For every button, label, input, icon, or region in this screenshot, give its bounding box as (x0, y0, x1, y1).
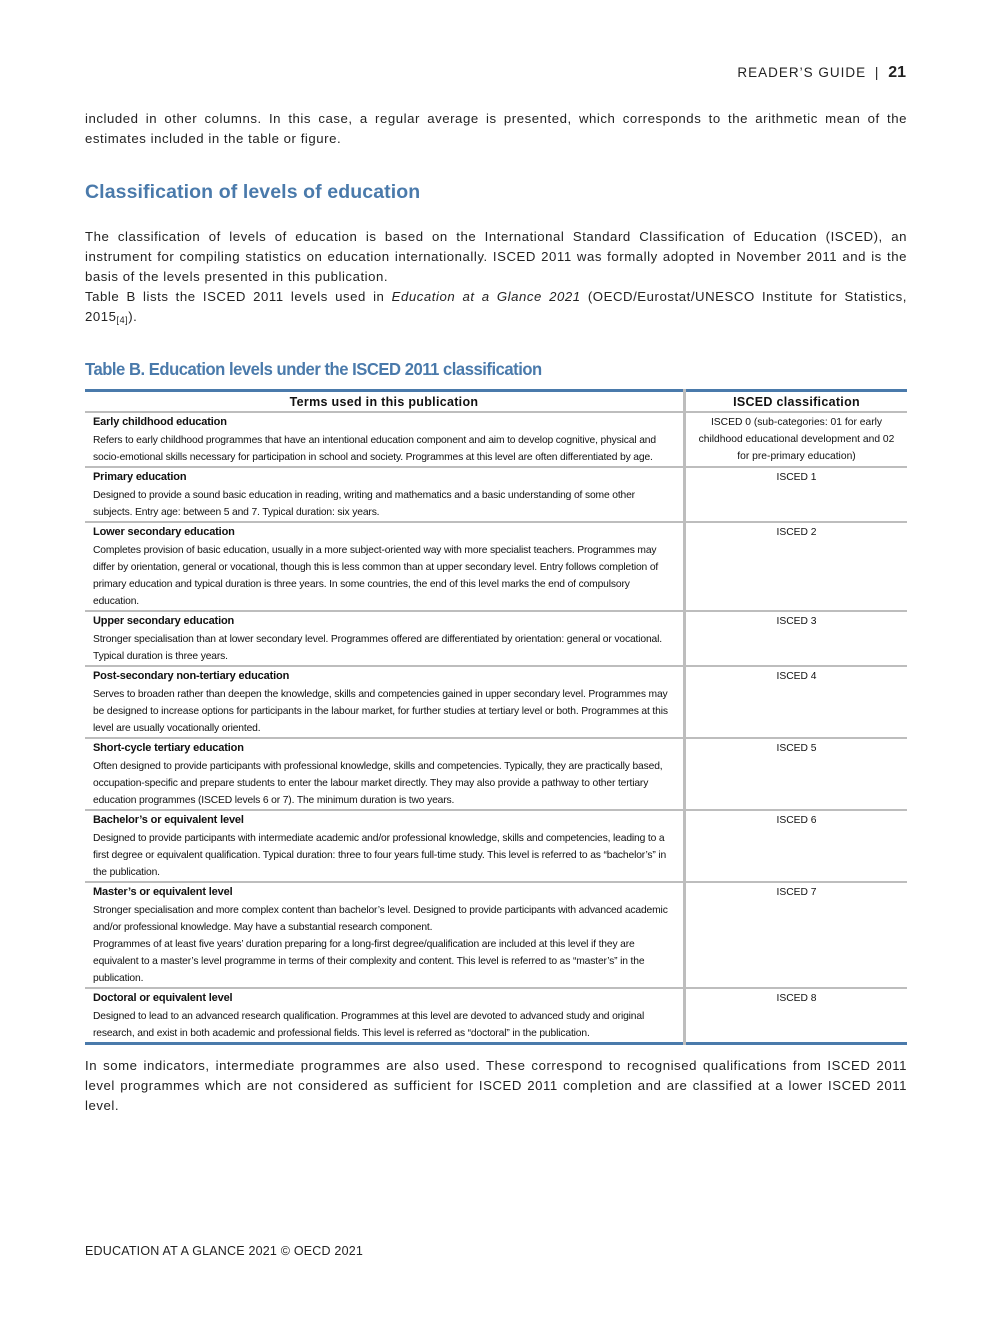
isced-code: ISCED 1 (685, 467, 908, 522)
intro-paragraph: included in other columns. In this case, a regular average is presented, which corresponds to the arithmetic mean of the estimates included in the table or figure. (85, 111, 907, 146)
isced-code: ISCED 8 (776, 993, 817, 1004)
page-footer: EDUCATION AT A GLANCE 2021 © OECD 2021 (85, 1244, 364, 1258)
paragraph-1: The classification of levels of education is based on the International Standard Classification of Education (ISCED), an instrument for compiling statistics on education internationally. ISCED 2011 was formally adopted in November 2011 and is the basis of the levels presented in this publication. (85, 229, 907, 284)
paragraph-2-prefix: Table B lists the ISCED 2011 levels used in (85, 289, 392, 304)
term-cell (85, 611, 685, 666)
term-name: Short-cycle tertiary education (93, 742, 244, 754)
term-name: Early childhood education (93, 416, 227, 428)
term-name: Lower secondary education (93, 526, 235, 538)
table-row (85, 666, 907, 738)
isced-table (85, 389, 907, 1045)
page-number: 21 (888, 64, 906, 81)
term-name: Doctoral or equivalent level (93, 992, 233, 1004)
term-description: Designed to provide participants with intermediate academic and/or professional knowledge, skills and competencies, leading to a first degree or equivalent qualification. Typical duration: three to four years full-time study. This level is referred to as “bachelor’s” in the publication. (93, 833, 667, 878)
running-header-section: READER’S GUIDE (737, 65, 867, 80)
term-cell (85, 988, 685, 1044)
paragraph-2 (85, 287, 907, 330)
isced-code: ISCED 5 (685, 738, 908, 810)
term-name: Master’s or equivalent level (93, 886, 233, 898)
running-header-separator: | (874, 65, 880, 80)
term-cell (85, 412, 685, 467)
table-row (85, 738, 907, 810)
term-description-continued: Programmes of at least five years’ duration preparing for a long-first degree/qualification are included at this level if they are equivalent to a master’s level programme in terms of their complexity and content. This level is referred to as “master’s” in the publication. (93, 939, 645, 984)
running-header (737, 64, 906, 82)
term-description: Serves to broaden rather than deepen the knowledge, skills and competencies gained in upper secondary level. Programmes may be designed to increase options for participants in the labour market, for further studies at tertiary level or both. Programmes at this level are usually vocationally oriented. (93, 689, 668, 734)
term-cell (85, 666, 685, 738)
table-row (85, 522, 907, 611)
term-name: Upper secondary education (93, 615, 235, 627)
table-title: Table B. Education levels under the ISCED 2011 classification (85, 359, 542, 379)
term-cell (85, 522, 685, 611)
table-header-row (85, 391, 907, 413)
closing-paragraph: In some indicators, intermediate programmes are also used. These correspond to recognised qualifications from ISCED 2011 level programmes which are not considered as sufficient for ISCED 2011 completion and are classified at a lower ISCED 2011 level. (85, 1058, 907, 1113)
publication-title: Education at a Glance 2021 (391, 289, 581, 304)
page-content (85, 109, 907, 1116)
table-row (85, 412, 907, 467)
term-description: Completes provision of basic education, usually in a more subject-oriented way with more specialist teachers. Programmes may differ by orientation, general or vocational, though this is less common than at upper secondary level. Entry follows completion of primary education and typical duration is three years. In some countries, the end of this level marks the end of compulsory education. (93, 545, 659, 607)
isced-code: ISCED 3 (685, 611, 908, 666)
term-description: Stronger specialisation than at lower secondary level. Programmes offered are differentiated by orientation: general or vocational. Typical duration is three years. (93, 634, 662, 662)
term-cell (85, 810, 685, 882)
term-description: Designed to provide a sound basic education in reading, writing and mathematics and a basic understanding of some other subjects. Entry age: between 5 and 7. Typical duration: six years. (93, 490, 635, 518)
column-header-isced: ISCED classification (685, 391, 908, 413)
isced-code: ISCED 6 (685, 810, 908, 882)
term-name: Post-secondary non-tertiary education (93, 670, 290, 682)
term-description: Designed to lead to an advanced research qualification. Programmes at this level are devoted to advanced study and original research, and exist in both academic and professional fields. This level is referred as “doctoral” in the publication. (93, 1011, 645, 1039)
reference-link[interactable]: [4] (116, 315, 129, 325)
isced-code: ISCED 0 (sub-categories: 01 for early childhood educational development and 02 for pre-primary education) (685, 412, 908, 467)
term-name: Primary education (93, 471, 187, 483)
paragraph-2-suffix: (OECD/Eurostat/UNESCO Institute for Statistics, 2015 (85, 289, 907, 324)
term-name: Bachelor’s or equivalent level (93, 814, 244, 826)
table-row (85, 611, 907, 666)
term-description: Refers to early childhood programmes that have an intentional education component and aim to develop cognitive, physical and socio-emotional skills necessary for participation in school and society. Programmes at this level are often differentiated by age. (93, 435, 656, 463)
term-cell (85, 738, 685, 810)
table-row (85, 810, 907, 882)
column-header-terms: Terms used in this publication (85, 391, 685, 413)
isced-code: ISCED 7 (685, 882, 908, 988)
term-description: Often designed to provide participants with professional knowledge, skills and competencies. Typically, they are practically based, occupation-specific and prepare students to enter the labour market directly. They may also provide a pathway to other tertiary education programmes (ISCED levels 6 or 7). The minimum duration is two years. (93, 761, 663, 806)
paragraph-2-end: ). (128, 309, 138, 324)
isced-code: ISCED 4 (685, 666, 908, 738)
isced-code: ISCED 2 (685, 522, 908, 611)
table-row (85, 467, 907, 522)
section-title: Classification of levels of education (85, 181, 421, 203)
term-description: Stronger specialisation and more complex content than bachelor’s level. Designed to provide participants with advanced academic and/or professional knowledge. May have a substantial research component. (93, 905, 668, 933)
term-cell (85, 467, 685, 522)
table-row (85, 988, 907, 1044)
table-row (85, 882, 907, 988)
term-cell (85, 882, 685, 988)
